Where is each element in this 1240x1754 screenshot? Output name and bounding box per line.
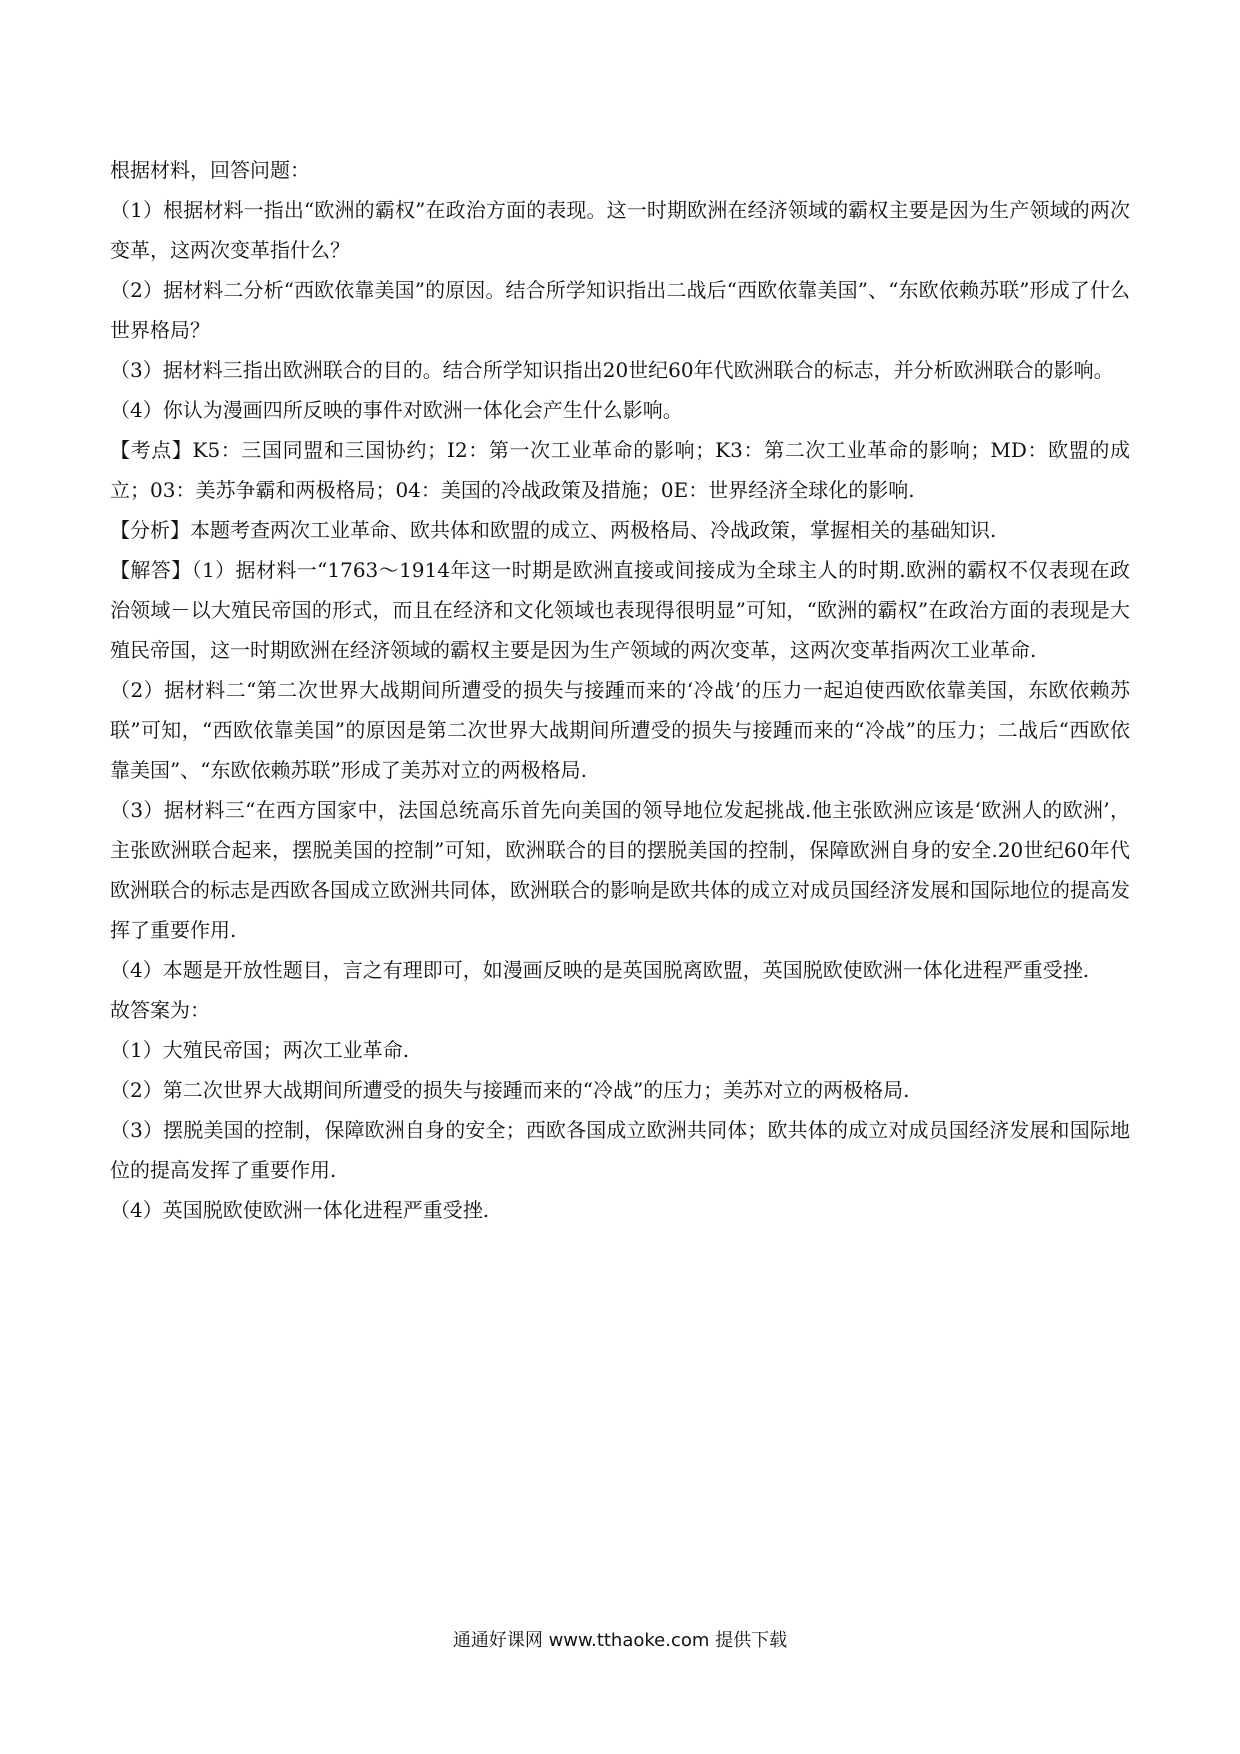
question-1: （1）根据材料一指出“欧洲的霸权”在政治方面的表现。这一时期欧洲在经济领域的霸权主要是因为生产领域的两次变革，这两次变革指什么？ [110, 198, 1130, 262]
answer-3: （3）摆脱美国的控制，保障欧洲自身的安全；西欧各国成立欧洲共同体；欧共体的成立对成员国经济发展和国际地位的提高发挥了重要作用. [110, 1118, 1130, 1182]
question-2: （2）据材料二分析“西欧依靠美国”的原因。结合所学知识指出二战后“西欧依靠美国”、“东欧依赖苏联”形成了什么世界格局？ [110, 278, 1130, 342]
answer-2: （2）第二次世界大战期间所遭受的损失与接踵而来的“冷战”的压力；美苏对立的两极格局. [110, 1078, 910, 1102]
intro-line: 根据材料，回答问题： [110, 158, 310, 182]
answer-1: （1）大殖民帝国；两次工业革命. [110, 1038, 410, 1062]
jieda-paragraph-4: （4）本题是开放性题目，言之有理即可，如漫画反映的是英国脱离欧盟，英国脱欧使欧洲一体化进程严重受挫. [110, 958, 1090, 982]
question-4: （4）你认为漫画四所反映的事件对欧洲一体化会产生什么影响。 [110, 398, 683, 422]
document-body [110, 150, 1130, 1230]
answer-intro: 故答案为： [110, 998, 210, 1022]
fenxi-paragraph: 【分析】本题考查两次工业革命、欧共体和欧盟的成立、两极格局、冷战政策，掌握相关的基础知识. [110, 518, 997, 542]
kaodian-paragraph: 【考点】K5：三国同盟和三国协约；I2：第一次工业革命的影响；K3：第二次工业革命的影响；MD：欧盟的成立；03：美苏争霸和两极格局；04：美国的冷战政策及措施；0E：世界经济全球化的影响. [110, 438, 1130, 502]
jieda-paragraph-2: （2）据材料二“第二次世界大战期间所遭受的损失与接踵而来的‘冷战’的压力一起迫使西欧依靠美国，东欧依赖苏联”可知，“西欧依靠美国”的原因是第二次世界大战期间所遭受的损失与接踵而来的“冷战”的压力；二战后“西欧依靠美国”、“东欧依赖苏联”形成了美苏对立的两极格局. [110, 678, 1130, 782]
jieda-paragraph-1: 【解答】（1）据材料一“1763～1914年这一时期是欧洲直接或间接成为全球主人的时期.欧洲的霸权不仅表现在政治领域－以大殖民帝国的形式，而且在经济和文化领域也表现得很明显”可知，“欧洲的霸权”在政治方面的表现是大殖民帝国，这一时期欧洲在经济领域的霸权主要是因为生产领域的两次变革，这两次变革指两次工业革命. [110, 558, 1130, 662]
question-3: （3）据材料三指出欧洲联合的目的。结合所学知识指出20世纪60年代欧洲联合的标志，并分析欧洲联合的影响。 [110, 358, 1114, 382]
jieda-paragraph-3: （3）据材料三“在西方国家中，法国总统高乐首先向美国的领导地位发起挑战.他主张欧洲应该是‘欧洲人的欧洲’，主张欧洲联合起来，摆脱美国的控制”可知，欧洲联合的目的摆脱美国的控制，保障欧洲自身的安全.20世纪60年代欧洲联合的标志是西欧各国成立欧洲共同体，欧洲联合的影响是欧共体的成立对成员国经济发展和国际地位的提高发挥了重要作用. [110, 798, 1130, 942]
page-footer: 通通好课网 www.tthaoke.com 提供下载 [452, 1630, 788, 1651]
answer-4: （4）英国脱欧使欧洲一体化进程严重受挫. [110, 1198, 490, 1222]
